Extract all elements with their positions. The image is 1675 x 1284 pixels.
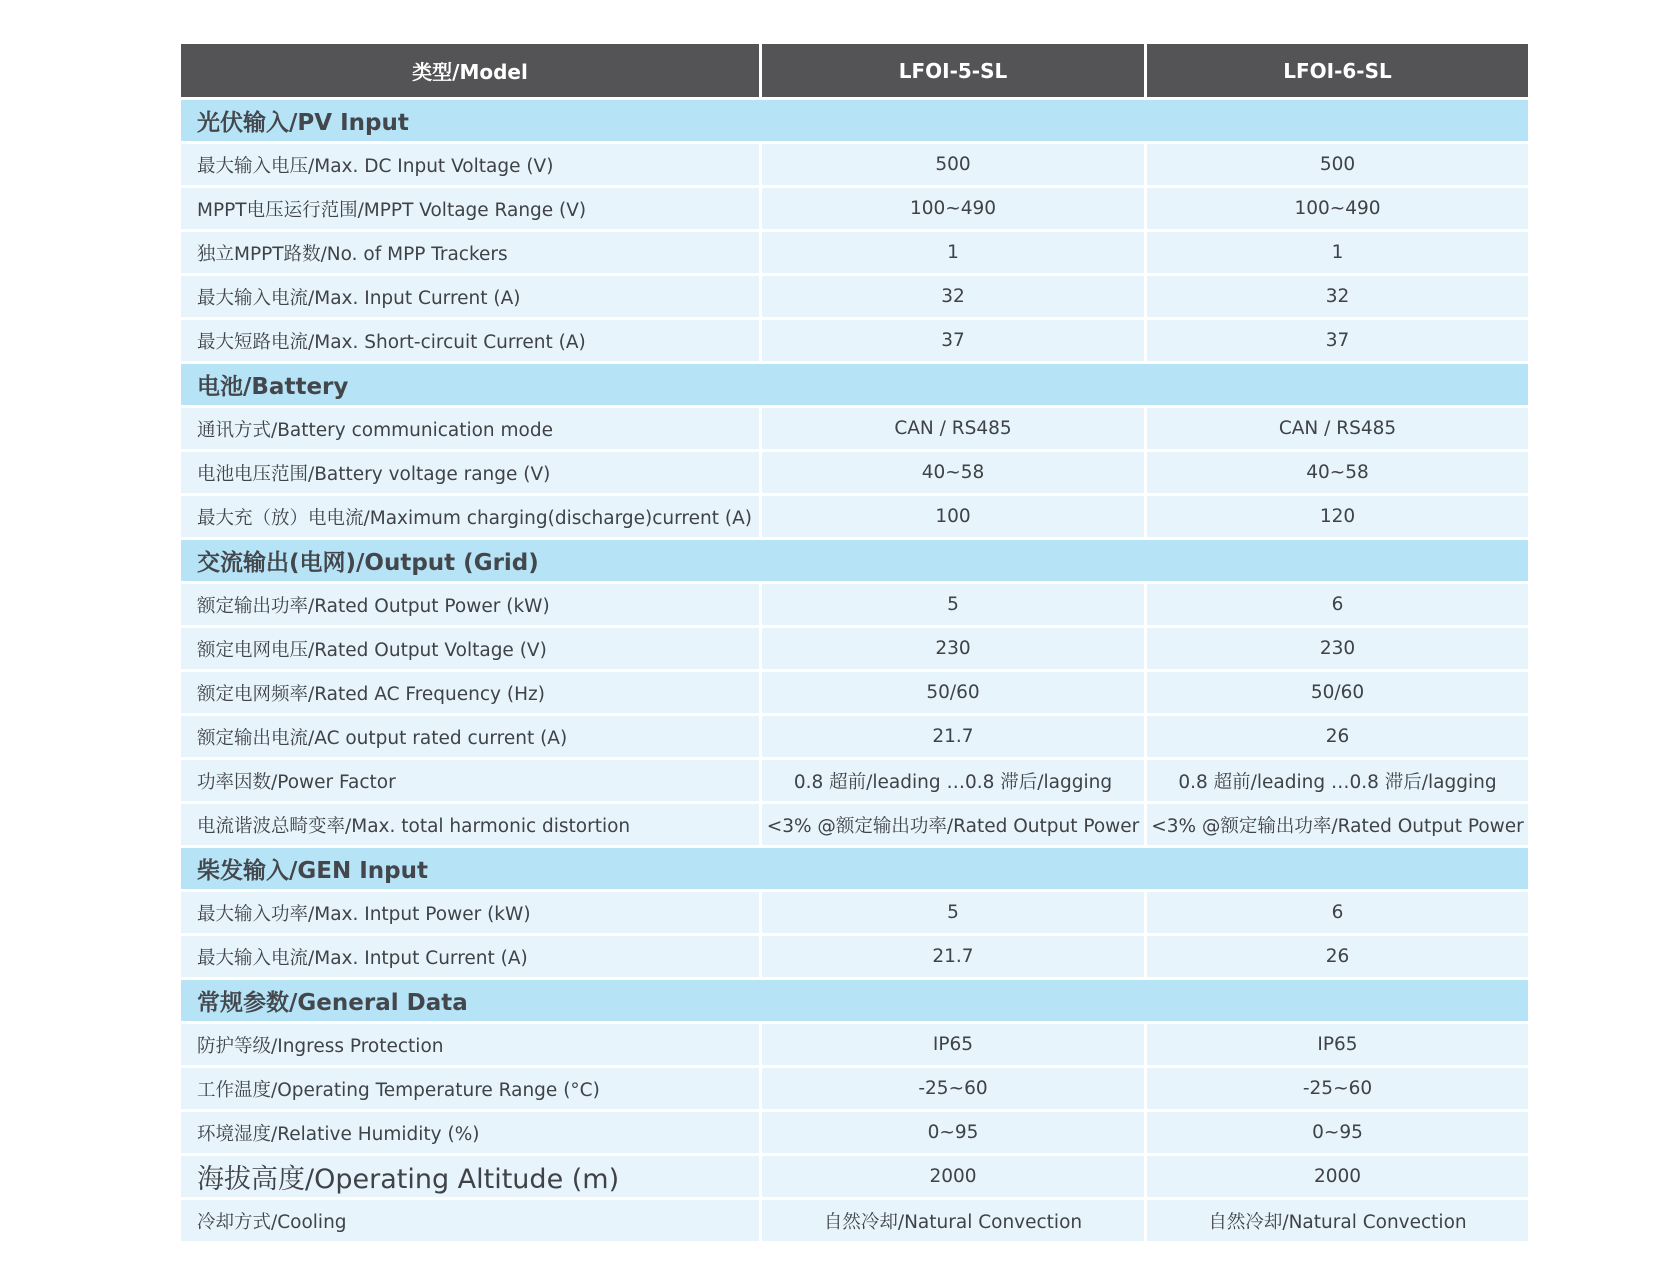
spec-row (181, 232, 1528, 273)
value-lfoi-5-sl: IP65 (759, 1024, 1144, 1065)
section-header (181, 540, 1528, 581)
value-lfoi-5-sl: CAN / RS485 (759, 408, 1144, 449)
value-lfoi-6-sl: 32 (1144, 276, 1528, 317)
value-lfoi-6-sl: 26 (1144, 936, 1528, 977)
spec-row (181, 144, 1528, 185)
value-lfoi-5-sl: 40~58 (759, 452, 1144, 493)
value-lfoi-6-sl: <3% @额定输出功率/Rated Output Power (1144, 804, 1528, 845)
section-title: 柴发输入/GEN Input (181, 848, 1528, 889)
spec-label: 通讯方式/Battery communication mode (181, 408, 759, 449)
spec-row (181, 1156, 1528, 1197)
spec-row (181, 804, 1528, 845)
value-lfoi-5-sl: -25~60 (759, 1068, 1144, 1109)
value-lfoi-6-sl: 120 (1144, 496, 1528, 537)
value-lfoi-5-sl: 500 (759, 144, 1144, 185)
header-row (181, 44, 1528, 97)
value-lfoi-6-sl: 1 (1144, 232, 1528, 273)
value-lfoi-5-sl: 100 (759, 496, 1144, 537)
spec-label: 最大短路电流/Max. Short-circuit Current (A) (181, 320, 759, 361)
value-lfoi-6-sl: CAN / RS485 (1144, 408, 1528, 449)
value-lfoi-5-sl: 50/60 (759, 672, 1144, 713)
spec-label: MPPT电压运行范围/MPPT Voltage Range (V) (181, 188, 759, 229)
spec-row (181, 1200, 1528, 1241)
spec-table (181, 41, 1528, 1244)
spec-row (181, 936, 1528, 977)
spec-row (181, 628, 1528, 669)
spec-label: 最大输入功率/Max. Intput Power (kW) (181, 892, 759, 933)
spec-label: 功率因数/Power Factor (181, 760, 759, 801)
spec-body (181, 100, 1528, 1241)
value-lfoi-6-sl: 6 (1144, 584, 1528, 625)
spec-label: 额定输出电流/AC output rated current (A) (181, 716, 759, 757)
value-lfoi-5-sl: 5 (759, 584, 1144, 625)
value-lfoi-5-sl: 自然冷却/Natural Convection (759, 1200, 1144, 1241)
value-lfoi-6-sl: 500 (1144, 144, 1528, 185)
header-lfoi-6-sl: LFOI-6-SL (1144, 44, 1528, 97)
spec-row (181, 672, 1528, 713)
value-lfoi-6-sl: 0~95 (1144, 1112, 1528, 1153)
section-header (181, 364, 1528, 405)
spec-row (181, 188, 1528, 229)
value-lfoi-5-sl: 2000 (759, 1156, 1144, 1197)
value-lfoi-5-sl: 0~95 (759, 1112, 1144, 1153)
spec-row (181, 320, 1528, 361)
value-lfoi-5-sl: 5 (759, 892, 1144, 933)
spec-row (181, 276, 1528, 317)
value-lfoi-6-sl: IP65 (1144, 1024, 1528, 1065)
section-title: 电池/Battery (181, 364, 1528, 405)
section-header (181, 980, 1528, 1021)
spec-label: 冷却方式/Cooling (181, 1200, 759, 1241)
value-lfoi-5-sl: 230 (759, 628, 1144, 669)
spec-label: 海拔高度/Operating Altitude (m) (181, 1156, 759, 1197)
spec-row (181, 1024, 1528, 1065)
value-lfoi-5-sl: 21.7 (759, 936, 1144, 977)
spec-label: 防护等级/Ingress Protection (181, 1024, 759, 1065)
spec-label: 额定电网电压/Rated Output Voltage (V) (181, 628, 759, 669)
spec-label: 最大输入电流/Max. Input Current (A) (181, 276, 759, 317)
value-lfoi-6-sl: 0.8 超前/leading …0.8 滞后/lagging (1144, 760, 1528, 801)
value-lfoi-6-sl: 40~58 (1144, 452, 1528, 493)
value-lfoi-5-sl: 21.7 (759, 716, 1144, 757)
spec-row (181, 1068, 1528, 1109)
spec-label: 额定电网频率/Rated AC Frequency (Hz) (181, 672, 759, 713)
spec-row (181, 892, 1528, 933)
value-lfoi-5-sl: 100~490 (759, 188, 1144, 229)
section-header (181, 100, 1528, 141)
spec-row (181, 584, 1528, 625)
spec-label: 工作温度/Operating Temperature Range (°C) (181, 1068, 759, 1109)
spec-row (181, 760, 1528, 801)
value-lfoi-6-sl: 50/60 (1144, 672, 1528, 713)
spec-label: 电池电压范围/Battery voltage range (V) (181, 452, 759, 493)
spec-label: 电流谐波总畸变率/Max. total harmonic distortion (181, 804, 759, 845)
value-lfoi-6-sl: 26 (1144, 716, 1528, 757)
spec-row (181, 1112, 1528, 1153)
spec-label: 最大充（放）电电流/Maximum charging(discharge)current (A) (181, 496, 759, 537)
spec-label: 独立MPPT路数/No. of MPP Trackers (181, 232, 759, 273)
spec-row (181, 716, 1528, 757)
value-lfoi-5-sl: 32 (759, 276, 1144, 317)
value-lfoi-5-sl: 0.8 超前/leading …0.8 滞后/lagging (759, 760, 1144, 801)
header-lfoi-5-sl: LFOI-5-SL (759, 44, 1144, 97)
value-lfoi-6-sl: 6 (1144, 892, 1528, 933)
spec-label: 最大输入电压/Max. DC Input Voltage (V) (181, 144, 759, 185)
value-lfoi-6-sl: 自然冷却/Natural Convection (1144, 1200, 1528, 1241)
section-title: 光伏输入/PV Input (181, 100, 1528, 141)
value-lfoi-6-sl: 2000 (1144, 1156, 1528, 1197)
spec-row (181, 496, 1528, 537)
section-header (181, 848, 1528, 889)
header-model: 类型/Model (181, 44, 759, 97)
value-lfoi-6-sl: 100~490 (1144, 188, 1528, 229)
value-lfoi-5-sl: <3% @额定输出功率/Rated Output Power (759, 804, 1144, 845)
spec-label: 最大输入电流/Max. Intput Current (A) (181, 936, 759, 977)
spec-label: 额定输出功率/Rated Output Power (kW) (181, 584, 759, 625)
section-title: 交流输出(电网)/Output (Grid) (181, 540, 1528, 581)
value-lfoi-6-sl: 37 (1144, 320, 1528, 361)
value-lfoi-6-sl: 230 (1144, 628, 1528, 669)
spec-row (181, 452, 1528, 493)
spec-row (181, 408, 1528, 449)
spec-label: 环境湿度/Relative Humidity (%) (181, 1112, 759, 1153)
section-title: 常规参数/General Data (181, 980, 1528, 1021)
value-lfoi-5-sl: 37 (759, 320, 1144, 361)
value-lfoi-5-sl: 1 (759, 232, 1144, 273)
value-lfoi-6-sl: -25~60 (1144, 1068, 1528, 1109)
